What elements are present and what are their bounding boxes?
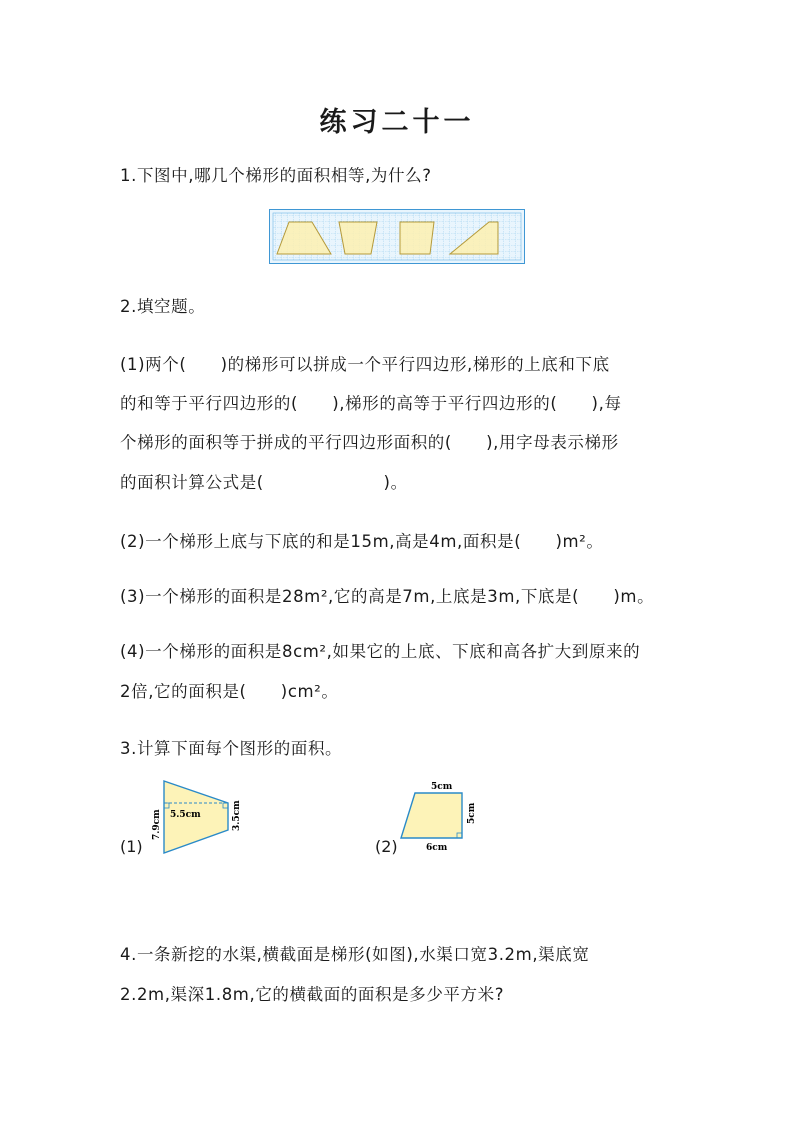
question-2-heading: 2.填空题。 (120, 297, 206, 316)
q2-p4-line-2: 2倍,它的面积是( )cm²。 (120, 682, 339, 701)
q2-p1-line-2: 的和等于平行四边形的( ),梯形的高等于平行四边形的( ),每 (120, 394, 622, 413)
question-1: 1.下图中,哪几个梯形的面积相等,为什么? (120, 166, 432, 185)
fig1-middle-label: 5.5cm (170, 810, 201, 820)
fig1-left-label: 7.9cm (152, 809, 162, 840)
grid-trapezoid-2 (339, 222, 377, 254)
question-3-heading: 3.计算下面每个图形的面积。 (120, 739, 343, 758)
q2-p4-line-1: (4)一个梯形的面积是8cm²,如果它的上底、下底和高各扩大到原来的 (120, 642, 641, 661)
grid-trapezoid-3 (400, 222, 434, 254)
q2-p1-line-1: (1)两个( )的梯形可以拼成一个平行四边形,梯形的上底和下底 (120, 355, 610, 374)
fig2-top-label: 5cm (431, 782, 453, 792)
q2-p2: (2)一个梯形上底与下底的和是15m,高是4m,面积是( )m²。 (120, 532, 604, 551)
fig1-label: (1) (120, 837, 143, 856)
q4-line-2: 2.2m,渠深1.8m,它的横截面的面积是多少平方米? (120, 985, 505, 1004)
q2-p3: (3)一个梯形的面积是28m²,它的高是7m,上底是3m,下底是( )m。 (120, 587, 655, 606)
q4-line-1: 4.一条新挖的水渠,横截面是梯形(如图),水渠口宽3.2m,渠底宽 (120, 945, 590, 964)
fig1-right-label: 3.5cm (232, 800, 242, 831)
trapezoid-figure-2 (395, 778, 485, 858)
trapezoid-figure-1 (145, 775, 245, 857)
fig2-right-label: 5cm (467, 802, 477, 824)
fig2-label: (2) (375, 837, 398, 856)
fig2-bottom-label: 6cm (426, 843, 448, 853)
trapezoid-grid-figure (269, 209, 525, 264)
q2-p1-line-3: 个梯形的面积等于拼成的平行四边形面积的( ),用字母表示梯形 (120, 433, 619, 452)
q2-p1-line-4: 的面积计算公式是( )。 (120, 473, 408, 492)
page-title: 练习二十一 (319, 107, 475, 138)
